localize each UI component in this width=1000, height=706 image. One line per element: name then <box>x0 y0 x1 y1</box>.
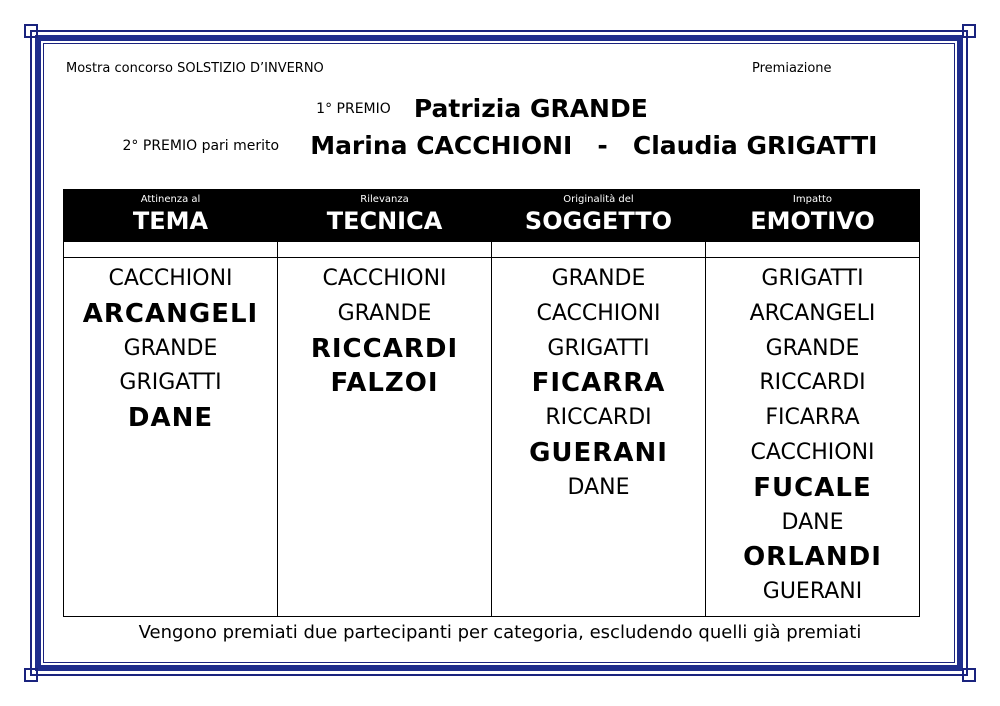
category-subtitle: Impatto <box>792 194 833 205</box>
header-spacer <box>64 242 277 258</box>
category-column-tecnica <box>278 190 492 616</box>
participant-name: FUCALE <box>753 472 872 503</box>
participant-name: GRANDE <box>123 335 218 361</box>
first-prize-label: 1° PREMIO <box>316 100 391 117</box>
category-subtitle: Attinenza al <box>140 194 201 205</box>
participant-name: FICARRA <box>765 405 860 431</box>
participant-name: RICCARDI <box>759 370 866 396</box>
second-prize-separator: - <box>597 131 608 160</box>
category-column-emotivo <box>706 190 919 616</box>
participant-name: ORLANDI <box>743 542 882 573</box>
participant-name: ARCANGELI <box>749 300 876 326</box>
second-prize-winner-a: Marina CACCHIONI <box>310 131 573 160</box>
participant-name: DANE <box>567 474 630 500</box>
awards-label: Premiazione <box>752 61 832 76</box>
header-spacer <box>706 242 919 258</box>
first-prize <box>0 94 1000 123</box>
category-title: EMOTIVO <box>750 207 875 235</box>
participant-name: ARCANGELI <box>82 298 259 329</box>
category-header <box>706 190 919 242</box>
participant-name: GRANDE <box>551 266 646 291</box>
second-prize-label: 2° PREMIO pari merito <box>122 137 280 154</box>
frame-corner <box>24 24 38 38</box>
participant-name: GRIGATTI <box>761 266 864 291</box>
category-column-tema <box>64 190 278 616</box>
participant-name: RICCARDI <box>545 405 652 431</box>
participant-name: CACCHIONI <box>536 300 661 326</box>
participant-name: FALZOI <box>330 368 439 399</box>
participant-name: GRANDE <box>765 335 860 361</box>
participant-name: GRIGATTI <box>547 335 650 361</box>
participant-list <box>278 258 491 401</box>
category-header <box>492 190 705 242</box>
first-prize-winner: Patrizia GRANDE <box>413 94 648 123</box>
participant-name: GRIGATTI <box>119 370 222 396</box>
header-spacer <box>278 242 491 258</box>
category-title: SOGGETTO <box>524 207 673 235</box>
participant-name: GUERANI <box>762 579 863 605</box>
category-header <box>64 190 277 242</box>
participant-list <box>492 258 705 506</box>
participant-name: DANE <box>781 509 844 535</box>
participant-name: DANE <box>127 403 214 434</box>
category-subtitle: Originalità del <box>563 194 634 205</box>
category-subtitle: Rilevanza <box>360 194 409 205</box>
second-prize-winner-b: Claudia GRIGATTI <box>632 131 878 160</box>
category-column-soggetto <box>492 190 706 616</box>
participant-name: CACCHIONI <box>108 266 233 291</box>
frame-corner <box>962 668 976 682</box>
category-title: TECNICA <box>326 207 443 235</box>
header-spacer <box>492 242 705 258</box>
category-table <box>63 189 920 617</box>
second-prize <box>0 131 1000 160</box>
participant-name: CACCHIONI <box>750 439 875 465</box>
category-header <box>278 190 491 242</box>
participant-name: FICARRA <box>531 368 666 399</box>
participant-list <box>706 258 919 610</box>
participant-name: RICCARDI <box>310 333 459 364</box>
frame-corner <box>24 668 38 682</box>
footer-note: Vengono premiati due partecipanti per categoria, escludendo quelli già premiati <box>138 622 862 643</box>
participant-name: GRANDE <box>337 300 432 326</box>
frame-corner <box>962 24 976 38</box>
participant-name: CACCHIONI <box>322 266 447 291</box>
contest-title: Mostra concorso SOLSTIZIO D’INVERNO <box>66 61 324 76</box>
participant-list <box>64 258 277 436</box>
category-title: TEMA <box>132 207 209 235</box>
participant-name: GUERANI <box>529 437 668 468</box>
